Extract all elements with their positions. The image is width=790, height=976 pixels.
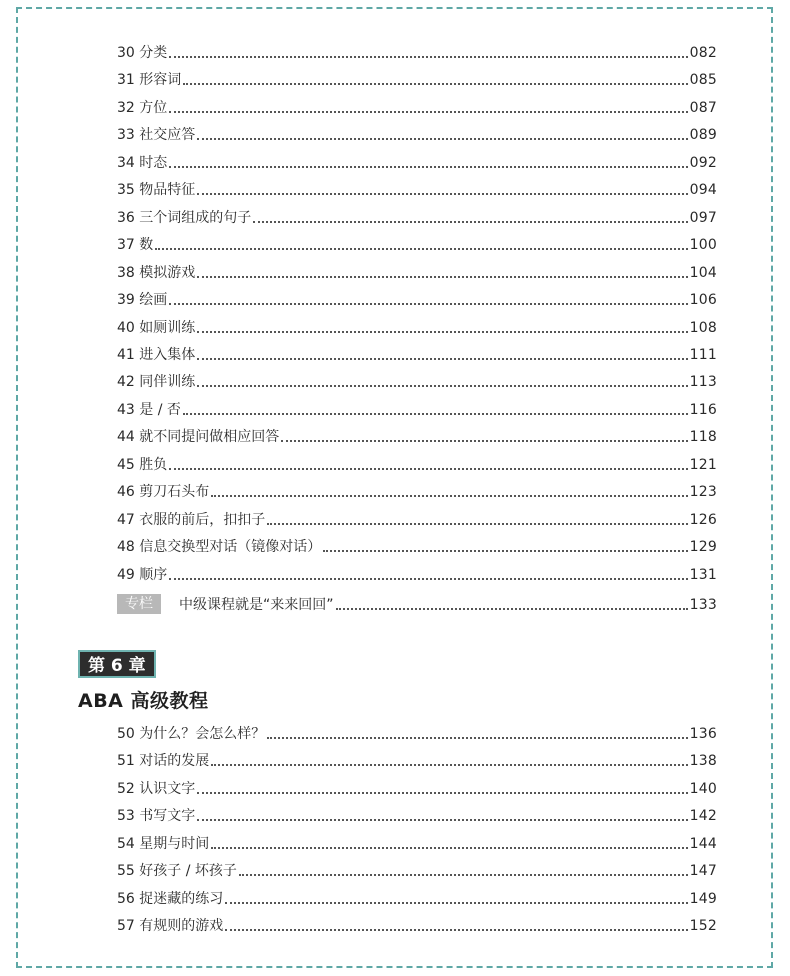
toc-entry-text: 是 / 否 bbox=[139, 401, 181, 418]
toc-entry[interactable] bbox=[117, 369, 717, 391]
toc-entry-title bbox=[117, 126, 195, 144]
toc-entry-text: 好孩子 / 坏孩子 bbox=[139, 863, 237, 880]
toc-entry-title bbox=[117, 890, 223, 908]
toc-entry-text: 物品特征 bbox=[139, 182, 196, 199]
toc-entry[interactable] bbox=[117, 831, 717, 853]
leader-dots bbox=[183, 413, 688, 415]
chapter-tag: 第 6 章 bbox=[78, 650, 156, 678]
toc-entry-text: 对话的发展 bbox=[139, 753, 210, 770]
toc-entry-title bbox=[117, 154, 167, 172]
toc-entry-text: 社交应答 bbox=[139, 127, 196, 144]
leader-dots bbox=[197, 138, 687, 140]
toc-entry[interactable] bbox=[117, 150, 717, 172]
toc-entry-title bbox=[117, 725, 265, 743]
toc-entry[interactable] bbox=[117, 287, 717, 309]
toc-entry-title bbox=[117, 428, 279, 446]
toc-entry-number: 42 bbox=[117, 374, 135, 391]
toc-entry-page-number: 129 bbox=[689, 539, 717, 556]
toc-entry-page-number: 092 bbox=[689, 154, 717, 171]
toc-entry[interactable] bbox=[117, 177, 717, 199]
toc-entry-title bbox=[117, 780, 195, 798]
toc-entry-page-number: 106 bbox=[689, 292, 717, 309]
leader-dots bbox=[155, 248, 687, 250]
toc-entry-text: 胜负 bbox=[139, 456, 168, 473]
leader-dots bbox=[169, 166, 687, 168]
toc-entry-title bbox=[117, 538, 321, 556]
toc-entry[interactable] bbox=[117, 122, 717, 144]
toc-entry-title bbox=[117, 209, 251, 227]
leader-dots bbox=[197, 358, 687, 360]
toc-entry-page-number: 108 bbox=[689, 319, 717, 336]
toc-entry[interactable] bbox=[117, 507, 717, 529]
toc-entry-page-number: 111 bbox=[689, 346, 717, 363]
toc-entry-title bbox=[117, 236, 153, 254]
toc-entry-number: 46 bbox=[117, 484, 135, 501]
leader-dots bbox=[267, 523, 687, 525]
toc-entry-page-number: 123 bbox=[689, 484, 717, 501]
toc-entry-text: 方位 bbox=[139, 99, 168, 116]
toc-entry-page-number: 136 bbox=[689, 726, 717, 742]
toc-entry-title bbox=[117, 291, 167, 309]
toc-entry-number: 30 bbox=[117, 45, 135, 61]
toc-entry-number: 45 bbox=[117, 456, 135, 473]
toc-entry-title bbox=[117, 44, 167, 62]
leader-dots bbox=[169, 578, 687, 580]
toc-entry[interactable] bbox=[117, 40, 717, 62]
toc-entry-title bbox=[117, 917, 223, 935]
toc-entry-text: 衣服的前后，扣扣子 bbox=[139, 511, 266, 528]
toc-entry-page-number: 116 bbox=[689, 401, 717, 418]
toc-entry-page-number: 147 bbox=[689, 863, 717, 880]
toc-entry-page-number: 126 bbox=[689, 511, 717, 528]
toc-entry-page-number: 149 bbox=[689, 890, 717, 907]
toc-entry-text: 数 bbox=[139, 237, 154, 254]
toc-entry-text: 进入集体 bbox=[139, 346, 196, 363]
toc-entry-page-number: 142 bbox=[689, 808, 717, 825]
toc-entry-page-number: 138 bbox=[689, 753, 717, 770]
toc-entry-number: 39 bbox=[117, 292, 135, 309]
toc-entry-text: 信息交换型对话（镜像对话） bbox=[139, 539, 322, 556]
toc-entry-text: 时态 bbox=[139, 154, 168, 171]
toc-entry[interactable] bbox=[117, 886, 717, 908]
toc-entry-page-number: 152 bbox=[689, 918, 717, 935]
toc-entry-number: 35 bbox=[117, 182, 135, 199]
leader-dots bbox=[211, 764, 687, 766]
leader-dots bbox=[197, 385, 687, 387]
toc-entry-page-number: 104 bbox=[689, 264, 717, 281]
column-badge: 专栏 bbox=[117, 594, 161, 614]
toc-entry[interactable] bbox=[117, 260, 717, 282]
toc-entry-text: 如厕训练 bbox=[139, 319, 196, 336]
leader-dots bbox=[225, 902, 687, 904]
toc-entry[interactable] bbox=[117, 95, 717, 117]
leader-dots bbox=[197, 331, 687, 333]
toc-entry-title bbox=[117, 264, 195, 282]
toc-entry-title bbox=[117, 566, 167, 584]
toc-entry-number: 48 bbox=[117, 539, 135, 556]
toc-entry-number: 37 bbox=[117, 237, 135, 254]
toc-entry-page-number: 089 bbox=[689, 127, 717, 144]
toc-entry-title bbox=[117, 835, 209, 853]
leader-dots bbox=[253, 221, 687, 223]
chapter-title: ABA 高级教程 bbox=[78, 690, 209, 712]
toc-entry[interactable] bbox=[117, 562, 717, 584]
toc-entry-title bbox=[117, 862, 237, 880]
toc-entry-text: 同伴训练 bbox=[139, 374, 196, 391]
toc-entry-text: 三个词组成的句子 bbox=[139, 209, 252, 226]
toc-entry-text: 书写文字 bbox=[139, 808, 196, 825]
toc-entry-number: 57 bbox=[117, 918, 135, 935]
toc-entry-text: 形容词 bbox=[139, 72, 182, 89]
leader-dots bbox=[197, 276, 687, 278]
toc-entry[interactable] bbox=[117, 721, 717, 743]
column-page-number: 133 bbox=[689, 597, 717, 613]
toc-entry-title bbox=[117, 401, 181, 419]
toc-entry-number: 44 bbox=[117, 429, 135, 446]
toc-entry-title bbox=[117, 181, 195, 199]
toc-entry-text: 顺序 bbox=[139, 566, 168, 583]
column-title: 中级课程就是“来来回回” bbox=[179, 597, 334, 613]
leader-dots bbox=[169, 468, 687, 470]
leader-dots bbox=[323, 550, 687, 552]
leader-dots bbox=[169, 303, 687, 305]
toc-entry-number: 49 bbox=[117, 566, 135, 583]
toc-entry-number: 38 bbox=[117, 264, 135, 281]
toc-entry-text: 有规则的游戏 bbox=[139, 918, 224, 935]
toc-entry-page-number: 087 bbox=[689, 99, 717, 116]
toc-entry-title bbox=[117, 483, 209, 501]
leader-dots bbox=[211, 495, 687, 497]
toc-entry[interactable] bbox=[117, 342, 717, 364]
toc-entry-column[interactable] bbox=[117, 592, 717, 614]
toc-entry-number: 43 bbox=[117, 401, 135, 418]
toc-entry-text: 分类 bbox=[139, 45, 168, 61]
toc-entry[interactable] bbox=[117, 232, 717, 254]
leader-dots bbox=[336, 608, 688, 610]
toc-entry-title bbox=[117, 346, 195, 364]
toc-entry[interactable] bbox=[117, 424, 717, 446]
toc-entry-page-number: 097 bbox=[689, 209, 717, 226]
toc-entry-page-number: 113 bbox=[689, 374, 717, 391]
toc-entry-text: 就不同提问做相应回答 bbox=[139, 429, 280, 446]
toc-entry-number: 47 bbox=[117, 511, 135, 528]
leader-dots bbox=[281, 440, 687, 442]
leader-dots bbox=[197, 792, 687, 794]
toc-entry-number: 55 bbox=[117, 863, 135, 880]
toc-entry-title bbox=[117, 319, 195, 337]
leader-dots bbox=[211, 847, 687, 849]
toc-entry[interactable] bbox=[117, 803, 717, 825]
toc-entry-number: 53 bbox=[117, 808, 135, 825]
toc-entry[interactable] bbox=[117, 452, 717, 474]
toc-entry-number: 31 bbox=[117, 72, 135, 89]
toc-entry-text: 为什么？会怎么样？ bbox=[139, 726, 266, 742]
toc-entry[interactable] bbox=[117, 913, 717, 935]
toc-entry-number: 32 bbox=[117, 99, 135, 116]
leader-dots bbox=[267, 737, 687, 739]
toc-entry-number: 52 bbox=[117, 780, 135, 797]
toc-entry-title bbox=[117, 99, 167, 117]
toc-entry-number: 41 bbox=[117, 346, 135, 363]
toc-entry-title bbox=[117, 807, 195, 825]
toc-entry-number: 36 bbox=[117, 209, 135, 226]
toc-entry-number: 50 bbox=[117, 726, 135, 742]
toc-entry-title bbox=[117, 456, 167, 474]
toc-entry[interactable] bbox=[117, 397, 717, 419]
toc-entry[interactable] bbox=[117, 315, 717, 337]
toc-entry[interactable] bbox=[117, 479, 717, 501]
leader-dots bbox=[239, 874, 688, 876]
toc-entry-page-number: 131 bbox=[689, 566, 717, 583]
toc-entry-text: 认识文字 bbox=[139, 780, 196, 797]
leader-dots bbox=[183, 83, 687, 85]
leader-dots bbox=[197, 193, 687, 195]
toc-entry-number: 56 bbox=[117, 890, 135, 907]
toc-entry-text: 剪刀石头布 bbox=[139, 484, 210, 501]
toc-entry-text: 星期与时间 bbox=[139, 835, 210, 852]
toc-entry-number: 34 bbox=[117, 154, 135, 171]
toc-entry-text: 绘画 bbox=[139, 292, 168, 309]
leader-dots bbox=[225, 929, 687, 931]
toc-entry-page-number: 082 bbox=[689, 45, 717, 61]
toc-entry-number: 51 bbox=[117, 753, 135, 770]
toc-entry-title bbox=[117, 511, 265, 529]
toc-entry-page-number: 085 bbox=[689, 72, 717, 89]
toc-entry[interactable] bbox=[117, 748, 717, 770]
toc-entry[interactable] bbox=[117, 858, 717, 880]
toc-entry-number: 54 bbox=[117, 835, 135, 852]
toc-entry-text: 模拟游戏 bbox=[139, 264, 196, 281]
toc-entry-text: 捉迷藏的练习 bbox=[139, 890, 224, 907]
toc-entry[interactable] bbox=[117, 776, 717, 798]
toc-entry-title bbox=[117, 373, 195, 391]
toc-entry-page-number: 121 bbox=[689, 456, 717, 473]
toc-entry[interactable] bbox=[117, 534, 717, 556]
toc-entry-page-number: 144 bbox=[689, 835, 717, 852]
toc-entry-title bbox=[117, 752, 209, 770]
toc-entry-page-number: 094 bbox=[689, 182, 717, 199]
toc-entry-page-number: 118 bbox=[689, 429, 717, 446]
leader-dots bbox=[169, 56, 687, 58]
leader-dots bbox=[169, 111, 687, 113]
toc-entry-title bbox=[117, 71, 181, 89]
toc-entry[interactable] bbox=[117, 67, 717, 89]
toc-entry[interactable] bbox=[117, 205, 717, 227]
toc-entry-page-number: 100 bbox=[689, 237, 717, 254]
toc-entry-page-number: 140 bbox=[689, 780, 717, 797]
leader-dots bbox=[197, 819, 687, 821]
toc-entry-number: 40 bbox=[117, 319, 135, 336]
toc-entry-number: 33 bbox=[117, 127, 135, 144]
